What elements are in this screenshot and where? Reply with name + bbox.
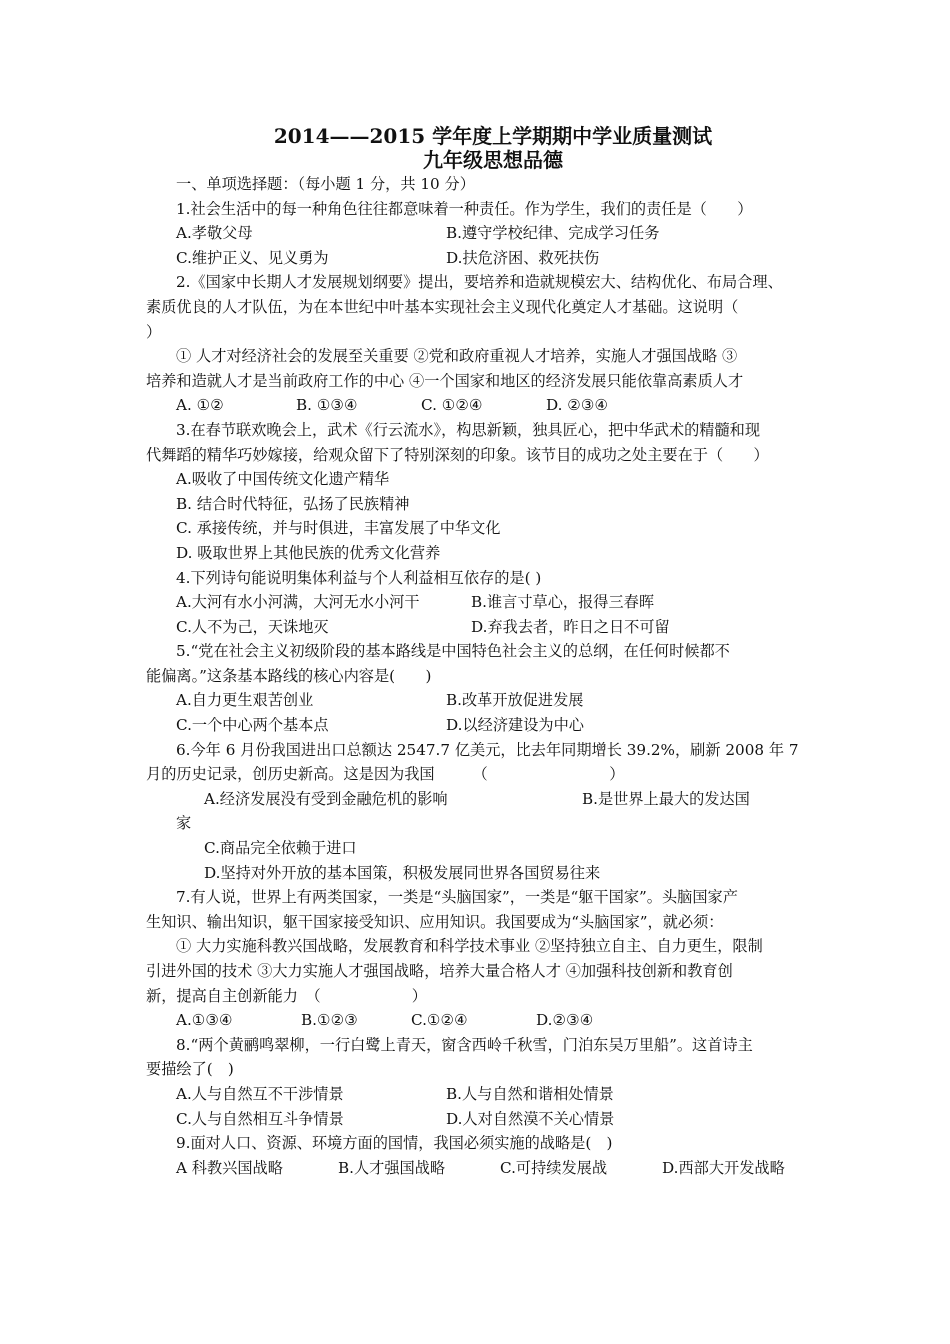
question-stem: 1.社会生活中的每一种角色往往都意味着一种责任。作为学生，我们的责任是（ ）: [176, 199, 753, 218]
question-stem: 2.《国家中长期人才发展规划纲要》提出，要培养和造就规模宏大、结构优化、布局合理、: [176, 273, 783, 292]
option-a: A.孝敬父母: [176, 224, 253, 243]
option-b: B.是世界上最大的发达国: [582, 789, 750, 808]
options-row: [146, 221, 840, 246]
option-d: D. ②③④: [546, 396, 609, 415]
option-b-continued: 家: [176, 814, 192, 833]
option-b: B.①②③: [301, 1011, 358, 1030]
options-row: [146, 590, 840, 615]
statement-list: ① 人才对经济社会的发展至关重要 ②党和政府重视人才培养，实施人才强国战略 ③: [176, 347, 738, 366]
option-b: B.谁言寸草心，报得三春晖: [471, 593, 655, 612]
question-stem: 要描绘了( ): [146, 1060, 234, 1079]
option-c: C.可持续发展战: [500, 1158, 608, 1177]
option-c: C.商品完全依赖于进口: [204, 839, 357, 858]
option-c: C.①②④: [411, 1011, 468, 1030]
option-b: B.人才强国战略: [338, 1158, 446, 1177]
question-stem: 7.有人说，世界上有两类国家，一类是“头脑国家”，一类是“躯干国家”。头脑国家产: [176, 888, 738, 907]
option-a: A.①③④: [176, 1011, 233, 1030]
section-heading: 一、单项选择题：（每小题 1 分，共 10 分）: [176, 175, 475, 193]
question-stem: 素质优良的人才队伍，为在本世纪中叶基本实现社会主义现代化奠定人才基础。这说明（: [146, 297, 739, 316]
option-a: A.大河有水小河满，大河无水小河干: [176, 593, 420, 612]
option-a: A.自力更生艰苦创业: [176, 691, 314, 710]
statement-list: ① 大力实施科教兴国战略，发展教育和科学技术事业 ②坚持独立自主、自力更生，限制: [176, 937, 763, 956]
option-b: B.改革开放促进发展: [446, 691, 584, 710]
options-row: [146, 246, 840, 271]
option-c: C.一个中心两个基本点: [176, 716, 329, 735]
option-c: C. ①②④: [421, 396, 483, 415]
option-d: D.人对自然漠不关心情景: [446, 1109, 615, 1128]
question-stem: 9.面对人口、资源、环境方面的国情，我国必须实施的战略是( ): [176, 1134, 613, 1153]
question-stem: 5.“党在社会主义初级阶段的基本路线是中国特色社会主义的总纲，在任何时候都不: [176, 642, 730, 661]
option-b: B. ①③④: [296, 396, 358, 415]
exam-title: 2014——2015 学年度上学期期中学业质量测试: [273, 124, 713, 148]
question-7: [146, 885, 840, 1033]
statement-list: 引进外国的技术 ③大力实施人才强国战略，培养大量合格人才 ④加强科技创新和教育创: [146, 962, 733, 980]
question-stem: 8.“两个黄鹂鸣翠柳，一行白鹭上青天，窗含西岭千秋雪，门泊东吴万里船”。这首诗主: [176, 1035, 753, 1054]
question-9: [146, 1131, 840, 1180]
option-d: D.②③④: [536, 1011, 594, 1030]
statement-list: 新，提高自主创新能力 （ ）: [146, 986, 427, 1005]
question-stem: 4.下列诗句能说明集体利益与个人利益相互依存的是( ): [176, 568, 542, 587]
question-2: [146, 270, 840, 418]
options-row: [146, 1107, 840, 1132]
option-d: D. 吸取世界上其他民族的优秀文化营养: [176, 543, 441, 562]
option-a: A 科教兴国战略: [176, 1158, 283, 1177]
options-row: [146, 393, 840, 418]
question-stem: 3.在春节联欢晚会上，武术《行云流水》，构思新颖，独具匠心，把中华武术的精髓和现: [176, 420, 761, 439]
question-stem: 月的历史记录，创历史新高。这是因为我国 （ ）: [146, 765, 625, 784]
statement-list: 培养和造就人才是当前政府工作的中心 ④一个国家和地区的经济发展只能依靠高素质人才: [146, 371, 744, 390]
question-5: [146, 639, 840, 737]
option-c: C.人与自然相互斗争情景: [176, 1109, 344, 1128]
options-row: [146, 615, 840, 640]
option-b: B.人与自然和谐相处情景: [446, 1084, 614, 1103]
question-stem: 6.今年 6 月份我国进出口总额达 2547.7 亿美元，比去年同期增长 39.2%，刷新 2008 年 7: [176, 740, 799, 759]
question-stem: 生知识、输出知识，躯干国家接受知识、应用知识。我国要成为“头脑国家”，就必须：: [146, 912, 724, 931]
options-row: [146, 1156, 840, 1181]
question-4: [146, 566, 840, 640]
option-b: B. 结合时代特征，弘扬了民族精神: [176, 494, 410, 513]
question-8: [146, 1033, 840, 1131]
question-6: [146, 738, 840, 886]
exam-subtitle: 九年级思想品德: [423, 148, 563, 172]
options-row: [146, 1082, 840, 1107]
options-row: [146, 787, 840, 812]
option-a: A.吸收了中国传统文化遗产精华: [176, 470, 390, 489]
question-3: [146, 418, 840, 566]
question-stem: 能偏离。”这条基本路线的核心内容是( ): [146, 666, 432, 685]
option-a: A.经济发展没有受到金融危机的影响: [204, 789, 448, 808]
option-c: C.维护正义、见义勇为: [176, 248, 329, 267]
option-d: D.西部大开发战略: [662, 1158, 785, 1177]
option-d: D.以经济建设为中心: [446, 716, 584, 735]
options-row: [146, 1008, 840, 1033]
question-stem: ）: [146, 322, 162, 341]
option-a: A.人与自然互不干涉情景: [176, 1084, 344, 1103]
option-c: C.人不为己，天诛地灭: [176, 617, 329, 636]
option-d: D.扶危济困、救死扶伤: [446, 248, 600, 267]
option-c: C. 承接传统，并与时俱进，丰富发展了中华文化: [176, 519, 501, 538]
question-stem: 代舞蹈的精华巧妙嫁接，给观众留下了特别深刻的印象。该节目的成功之处主要在于（ ）: [146, 445, 769, 464]
options-row: [146, 688, 840, 713]
question-1: [146, 197, 840, 271]
option-d: D.弃我去者，昨日之日不可留: [471, 617, 670, 636]
option-a: A. ①②: [176, 396, 224, 415]
options-row: [146, 713, 840, 738]
option-b: B.遵守学校纪律、完成学习任务: [446, 224, 660, 243]
option-d: D.坚持对外开放的基本国策，积极发展同世界各国贸易往来: [204, 863, 601, 882]
